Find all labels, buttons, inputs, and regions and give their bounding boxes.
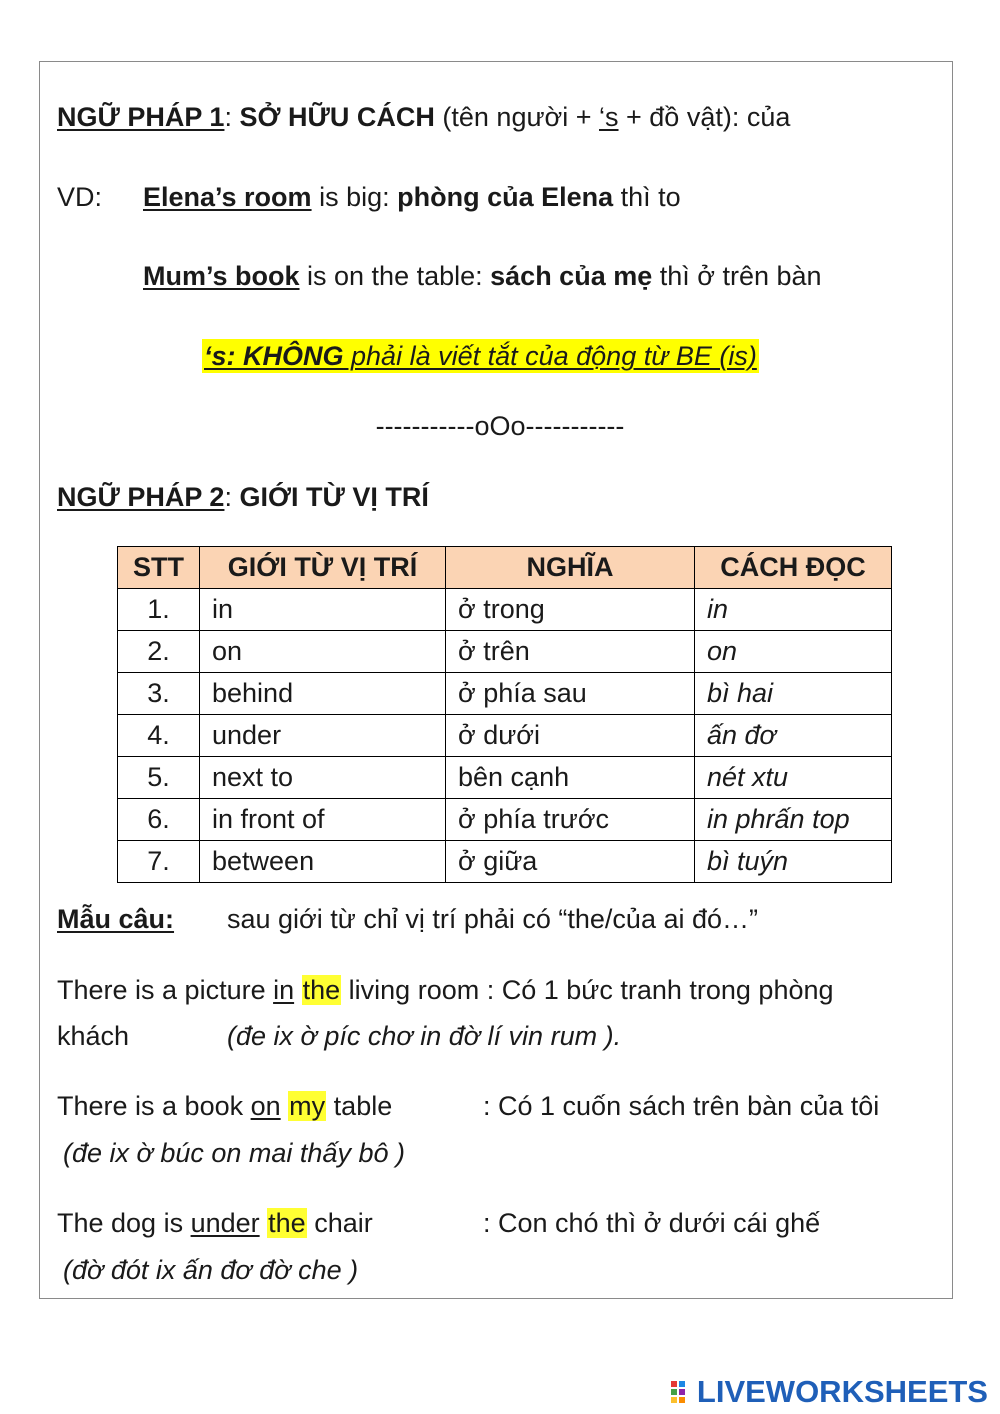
- grammar2-title: GIỚI TỪ VỊ TRÍ: [239, 482, 429, 512]
- grammar2-heading-line: [57, 480, 429, 514]
- sentence3-line: [57, 1206, 373, 1240]
- example1-line: [57, 180, 681, 214]
- note-rest: phải là viết tắt của động từ BE (is): [343, 341, 757, 371]
- sentence1-determiner: the: [302, 975, 341, 1005]
- liveworksheets-logo: [671, 1372, 988, 1412]
- table-row: [118, 799, 892, 841]
- cell-pronunciation: on: [695, 631, 892, 673]
- sentence1-line: [57, 973, 834, 1007]
- pattern-text: sau giới từ chỉ vị trí phải có “the/của ai đó…”: [227, 904, 759, 934]
- sentence1-cont: khách: [57, 1021, 130, 1051]
- cell-number: 6.: [118, 799, 200, 841]
- cell-preposition: between: [200, 841, 446, 883]
- pattern-label: Mẫu câu:: [57, 904, 175, 934]
- table-row: [118, 841, 892, 883]
- liveworksheets-logo-icon: [671, 1379, 693, 1405]
- sentence1-pronunciation: (đe ix ờ píc chơ in đờ lí vin rum ).: [227, 1021, 622, 1051]
- cell-preposition: in front of: [200, 799, 446, 841]
- table-row: [118, 757, 892, 799]
- sentence1-pre: There is a picture: [57, 975, 274, 1005]
- cell-preposition: on: [200, 631, 446, 673]
- grammar2-label: NGỮ PHÁP 2: [57, 482, 225, 512]
- cell-preposition: next to: [200, 757, 446, 799]
- cell-meaning: bên cạnh: [446, 757, 695, 799]
- cell-pronunciation: nét xtu: [695, 757, 892, 799]
- table-row: [118, 589, 892, 631]
- example2-end: thì ở trên bàn: [652, 261, 822, 291]
- example2-phrase: Mum’s book: [143, 261, 300, 291]
- vd-label: VD:: [57, 182, 103, 212]
- sentence1-post: living room : Có 1 bức tranh trong phòng: [341, 975, 834, 1005]
- sentence3-meaning: : Con chó thì ở dưới cái ghế: [483, 1208, 821, 1238]
- grammar1-label: NGỮ PHÁP 1: [57, 102, 225, 132]
- separator: -----------oOo-----------: [375, 411, 625, 441]
- cell-number: 7.: [118, 841, 200, 883]
- sentence3-post: chair: [306, 1208, 373, 1238]
- cell-preposition: in: [200, 589, 446, 631]
- header-meaning: NGHĨA: [446, 547, 695, 589]
- liveworksheets-logo-text: LIVEWORKSHEETS: [696, 1374, 988, 1409]
- example2-mid: is on the table:: [299, 261, 491, 291]
- cell-pronunciation: in: [695, 589, 892, 631]
- sentence2-preposition: on: [250, 1091, 281, 1121]
- cell-pronunciation: bì tuýn: [695, 841, 892, 883]
- table-header-row: [118, 547, 892, 589]
- cell-meaning: ở phía sau: [446, 673, 695, 715]
- cell-number: 2.: [118, 631, 200, 673]
- sentence3-pre: The dog is: [57, 1208, 191, 1238]
- pattern-line: [57, 902, 758, 936]
- cell-meaning: ở trên: [446, 631, 695, 673]
- cell-meaning: ở giữa: [446, 841, 695, 883]
- sentence3-determiner: the: [268, 1208, 306, 1238]
- table-row: [118, 715, 892, 757]
- example1-phrase: Elena’s room: [143, 182, 312, 212]
- cell-preposition: under: [200, 715, 446, 757]
- cell-preposition: behind: [200, 673, 446, 715]
- cell-number: 3.: [118, 673, 200, 715]
- note-bold: ‘s: KHÔNG: [204, 341, 344, 371]
- example2-meaning: sách của mẹ: [490, 261, 653, 291]
- prepositions-table: [117, 546, 892, 883]
- note-highlight: [202, 339, 759, 373]
- cell-meaning: ở phía trước: [446, 799, 695, 841]
- header-preposition: GIỚI TỪ VỊ TRÍ: [200, 547, 446, 589]
- grammar2-colon: :: [224, 482, 240, 512]
- sentence3-pronunciation: (đờ đót ix ấn đơ đờ che ): [63, 1255, 359, 1285]
- sentence1-preposition: in: [273, 975, 295, 1005]
- sentence1-cont-line: [57, 1019, 621, 1053]
- example2-line: [143, 259, 822, 293]
- cell-meaning: ở dưới: [446, 715, 695, 757]
- grammar1-title: SỞ HỮU CÁCH: [239, 102, 435, 132]
- example1-mid: is big:: [311, 182, 398, 212]
- sentence2-pre: There is a book: [57, 1091, 251, 1121]
- header-pronunciation: CÁCH ĐỌC: [695, 547, 892, 589]
- grammar1-desc-s: ‘s: [599, 102, 619, 132]
- sentence2-meaning: : Có 1 cuốn sách trên bàn của tôi: [483, 1091, 880, 1121]
- table-row: [118, 673, 892, 715]
- cell-pronunciation: bì hai: [695, 673, 892, 715]
- cell-pronunciation: ấn đơ: [695, 715, 892, 757]
- example1-end: thì to: [613, 182, 681, 212]
- grammar1-desc-post: + đồ vật): của: [618, 102, 791, 132]
- sentence2-pronunciation: (đe ix ờ búc on mai thấy bô ): [63, 1138, 405, 1168]
- table-row: [118, 631, 892, 673]
- cell-pronunciation: in phrấn top: [695, 799, 892, 841]
- grammar1-heading-line: [57, 100, 790, 134]
- cell-number: 1.: [118, 589, 200, 631]
- cell-number: 5.: [118, 757, 200, 799]
- grammar1-colon: :: [224, 102, 240, 132]
- sentence3-preposition: under: [190, 1208, 260, 1238]
- header-stt: STT: [118, 547, 200, 589]
- sentence2-determiner: my: [289, 1091, 326, 1121]
- cell-number: 4.: [118, 715, 200, 757]
- cell-meaning: ở trong: [446, 589, 695, 631]
- sentence2-post: table: [326, 1091, 393, 1121]
- example1-meaning: phòng của Elena: [397, 182, 614, 212]
- grammar1-desc-pre: (tên người +: [434, 102, 600, 132]
- sentence2-line: [57, 1089, 392, 1123]
